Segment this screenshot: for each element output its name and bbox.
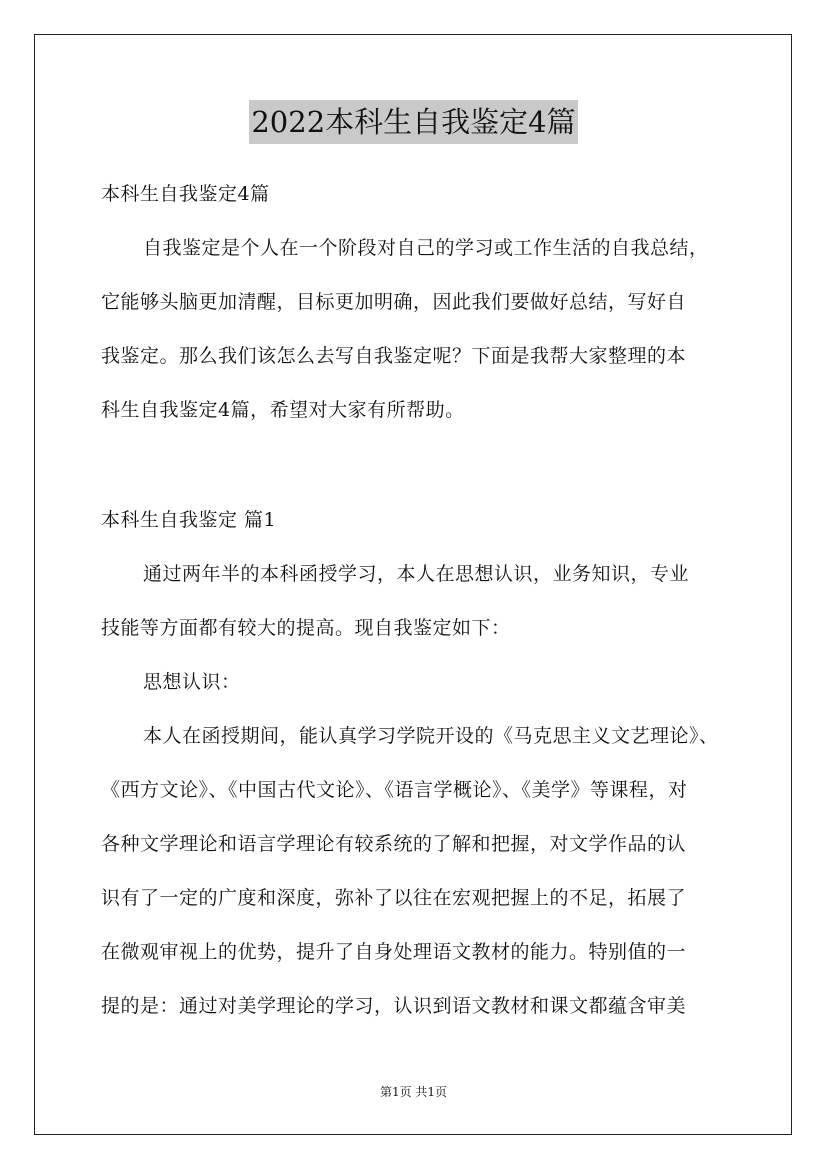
intro-line-4: 科生自我鉴定4篇，希望对大家有所帮助。	[101, 399, 465, 421]
section1-para1-line-2: 技能等方面都有较大的提高。现自我鉴定如下：	[101, 617, 511, 639]
intro-line-1: 自我鉴定是个人在一个阶段对自己的学习或工作生活的自我总结，	[143, 237, 709, 259]
intro-line-2: 它能够头脑更加清醒，目标更加明确，因此我们要做好总结，写好自	[101, 291, 687, 313]
document-subtitle: 本科生自我鉴定4篇	[101, 183, 270, 205]
section1-heading: 本科生自我鉴定 篇1	[101, 509, 277, 531]
section1-para2-line-1: 本人在函授期间，能认真学习学院开设的《马克思主义文艺理论》、	[143, 725, 719, 747]
section1-para2-line-6: 提的是：通过对美学理论的学习，认识到语文教材和课文都蕴含审美	[101, 995, 687, 1017]
intro-line-3: 我鉴定。那么我们该怎么去写自我鉴定呢？下面是我帮大家整理的本	[101, 345, 687, 367]
section1-para1-line-1: 通过两年半的本科函授学习，本人在思想认识，业务知识，专业	[143, 563, 690, 585]
section1-para2-line-2: 《西方文论》、《中国古代文论》、《语言学概论》、《美学》等课程，对	[101, 779, 688, 801]
section1-para2-line-5: 在微观审视上的优势，提升了自身处理语文教材的能力。特别值的一	[101, 941, 687, 963]
section1-para2-line-4: 识有了一定的广度和深度，弥补了以往在宏观把握上的不足，拓展了	[101, 887, 687, 909]
section1-subheading: 思想认识：	[143, 671, 241, 693]
page-footer: 第1页 共1页	[379, 1085, 448, 1099]
title-wrap	[0, 100, 827, 144]
section1-para2-line-3: 各种文学理论和语言学理论有较系统的了解和把握，对文学作品的认	[101, 833, 687, 855]
document-title: 2022本科生自我鉴定4篇	[249, 100, 577, 144]
